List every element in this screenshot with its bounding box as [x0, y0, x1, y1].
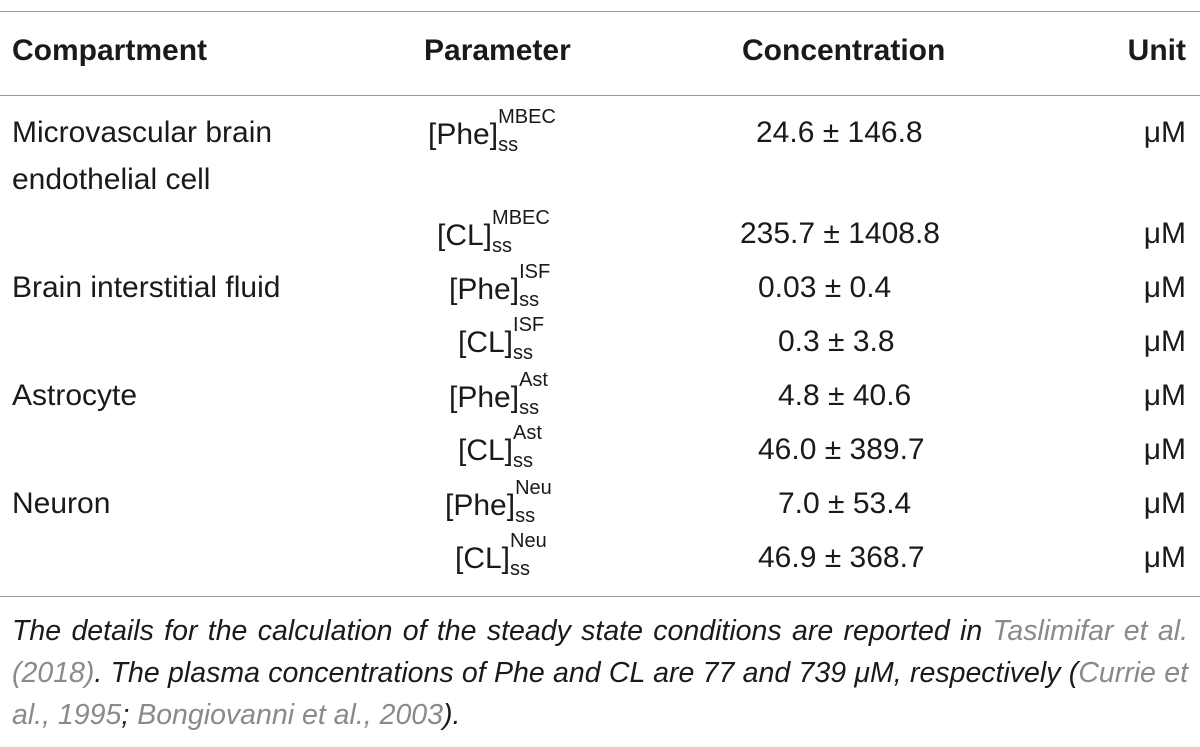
footnote-text-2: . The plasma concentrations of Phe and CL are 77 and 739 μM, respectively ( — [94, 657, 1079, 689]
row-4-compartment: Astrocyte — [12, 379, 138, 412]
row-5-unit: μM — [1143, 433, 1186, 466]
row-0-compartment-line2: endothelial cell — [12, 163, 211, 196]
row-3-parameter: [CL] ISF ss — [458, 314, 545, 364]
table-footnote — [12, 610, 1188, 736]
row-1-concentration: 235.7 ± 1408.8 — [740, 217, 940, 250]
row-1-unit: μM — [1143, 217, 1186, 250]
row-3-unit: μM — [1143, 325, 1186, 358]
row-7-concentration: 46.9 ± 368.7 — [758, 541, 925, 574]
footnote-text-1: The details for the calculation of the steady state conditions are reported in — [12, 615, 993, 647]
header-unit: Unit — [1127, 34, 1186, 67]
row-0-parameter: [Phe] MBEC ss — [428, 106, 556, 156]
header-concentration: Concentration — [742, 34, 946, 67]
row-6-concentration: 7.0 ± 53.4 — [778, 487, 912, 520]
row-2-concentration: 0.03 ± 0.4 — [758, 271, 892, 304]
row-2-compartment: Brain interstitial fluid — [12, 271, 281, 304]
row-0-concentration: 24.6 ± 146.8 — [756, 116, 923, 149]
row-4-concentration: 4.8 ± 40.6 — [778, 379, 912, 412]
reference-link-bongiovanni[interactable]: Bongiovanni et al., 2003 — [137, 699, 444, 731]
row-4-unit: μM — [1143, 379, 1186, 412]
row-5-parameter: [CL] Ast ss — [458, 422, 542, 472]
row-2-parameter: [Phe] ISF ss — [449, 261, 551, 311]
row-7-parameter: [CL] Neu ss — [455, 530, 547, 580]
row-0-unit: μM — [1143, 116, 1186, 149]
row-6-compartment: Neuron — [12, 487, 111, 520]
footnote-text-4: ). — [443, 699, 461, 731]
row-4-parameter: [Phe] Ast ss — [449, 369, 548, 419]
footnote-text-3: ; — [121, 699, 138, 731]
row-2-unit: μM — [1143, 271, 1186, 304]
top-rule — [0, 11, 1200, 12]
row-1-parameter: [CL] MBEC ss — [437, 207, 550, 257]
row-6-parameter: [Phe] Neu ss — [445, 477, 552, 527]
bottom-rule — [0, 596, 1200, 597]
reference-link-taslimifar[interactable]: Taslimifar et al. (2018) — [12, 615, 1188, 689]
reference-link-currie[interactable]: Currie et al., 1995 — [12, 657, 1188, 731]
row-0-compartment: Microvascular brain — [12, 116, 273, 149]
header-rule — [0, 95, 1200, 96]
row-6-unit: μM — [1143, 487, 1186, 520]
row-7-unit: μM — [1143, 541, 1186, 574]
row-5-concentration: 46.0 ± 389.7 — [758, 433, 925, 466]
row-3-concentration: 0.3 ± 3.8 — [778, 325, 895, 358]
header-parameter: Parameter — [424, 34, 571, 67]
header-compartment: Compartment — [12, 34, 208, 67]
